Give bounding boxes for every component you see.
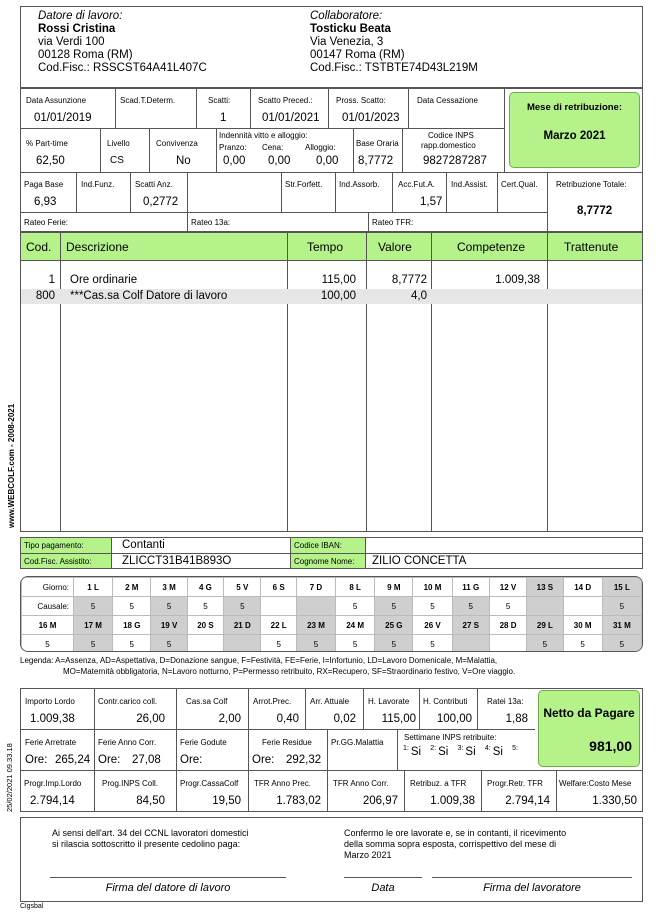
items-header-trattenute: Trattenute xyxy=(564,240,619,254)
scatto-prec-value: 01/01/2021 xyxy=(262,112,320,124)
scatti-label: Scatti: xyxy=(208,96,231,105)
calendar-causale xyxy=(296,597,335,616)
rateo-13a-label: Rateo 13a: xyxy=(191,218,231,227)
signature-left-line-1: Ai sensi dell'art. 34 del CCNL lavoratori domestici xyxy=(52,828,249,838)
calendar-causale xyxy=(563,597,602,616)
calendar-day: 30 M xyxy=(563,616,602,635)
acc-fut-value: 1,57 xyxy=(420,196,443,208)
settimana-num: 4: xyxy=(484,745,491,752)
firma-datore-label: Firma del datore di lavoro xyxy=(105,882,231,894)
signature-right-line-3: Marzo 2021 xyxy=(344,850,392,860)
arr-attuale-label: Arr. Attuale xyxy=(310,697,350,706)
signature-right-line-1: Confermo le ore lavorate e, se in contanti, il ricevimento xyxy=(344,828,567,838)
calendar-day: 10 M xyxy=(413,578,452,597)
items-header-desc: Descrizione xyxy=(66,240,129,254)
signature-right-line-2: della somma sopra esposta, corrispettivo del mese di xyxy=(344,839,557,849)
calendar-day: 24 M xyxy=(336,616,375,635)
calendar-causale: 5 xyxy=(113,635,151,653)
causale-label: Causale: xyxy=(22,597,74,616)
calendar-causale: 5 xyxy=(375,597,413,616)
calendar-day: 29 L xyxy=(527,616,563,635)
livello-label: Livello xyxy=(107,139,130,148)
scatto-prec-label: Scatto Preced.: xyxy=(258,96,313,105)
signature-right-text xyxy=(344,828,566,861)
calendar-day: 31 M xyxy=(602,616,641,635)
settimana-value: Si xyxy=(465,745,476,758)
cassa-colf-value: 2,00 xyxy=(218,713,241,725)
calendar-day: 1 L xyxy=(74,578,113,597)
calendar-causale: 5 xyxy=(74,635,113,653)
calendar-causale: 5 xyxy=(74,597,113,616)
settimana-num: 1: xyxy=(403,745,409,752)
ind-funz-label: Ind.Funz. xyxy=(81,180,115,189)
base-oraria-value: 8,7772 xyxy=(358,155,394,167)
calendar-day: 19 V xyxy=(151,616,187,635)
calendar-day: 22 L xyxy=(261,616,296,635)
base-oraria-label: Base Oraria xyxy=(356,139,399,148)
firma-datore-line xyxy=(50,877,286,878)
calendar-causale xyxy=(261,597,296,616)
calendar-causale xyxy=(224,635,261,653)
worker-codfisc: Cod.Fisc.: TSTBTE74D43L219M xyxy=(310,62,478,74)
settimana-num: 3: xyxy=(457,745,464,752)
employer-name: Rossi Cristina xyxy=(38,23,116,35)
h-lavorate-value: 115,00 xyxy=(381,713,416,725)
giorno-label: Giorno: xyxy=(22,578,74,597)
retribuzione-totale-label: Retribuzione Totale: xyxy=(556,180,627,189)
settimana-value: Si xyxy=(438,745,449,758)
calendar-day: 23 M xyxy=(296,616,335,635)
pr-gg-malattia-label: Pr.GG.Malattia xyxy=(331,738,384,747)
worker-name: Tosticku Beata xyxy=(310,23,391,35)
ferie-godute-ore: Ore: xyxy=(180,754,203,766)
scatti-value: 1 xyxy=(220,112,227,124)
calendar-causale: 5 xyxy=(113,597,151,616)
retribuz-tfr-value: 1.009,38 xyxy=(430,795,475,807)
settimana-value: Si xyxy=(492,745,503,758)
webcolf-side-text: www.WEBCOLF.com - 2008-2021 xyxy=(7,403,16,528)
calendar-day: 17 M xyxy=(74,616,113,635)
calendar-days-row-2 xyxy=(22,616,642,635)
settimane-inps-values xyxy=(400,745,520,758)
retribuzione-totale-value: 8,7772 xyxy=(577,205,613,217)
pranzo-value: 0,00 xyxy=(223,155,246,167)
calendar-causale: 5 xyxy=(563,635,602,653)
progr-imp-lordo-value: 2.794,14 xyxy=(30,795,75,807)
calendar-day: 3 M xyxy=(151,578,187,597)
calendar-causale: 5 xyxy=(224,597,261,616)
calendar-day: 18 G xyxy=(113,616,151,635)
ferie-godute-label: Ferie Godute xyxy=(180,738,227,747)
iban-label: Codice IBAN: xyxy=(294,541,343,550)
h-contributi-value: 100,00 xyxy=(436,713,472,725)
items-header-cod: Cod. xyxy=(26,240,52,254)
items-header-valore: Valore xyxy=(378,240,412,254)
welfare-costo-value: 1.330,50 xyxy=(592,795,637,807)
progr-retr-tfr-value: 2.794,14 xyxy=(505,795,550,807)
parttime-label: % Part-time xyxy=(26,139,68,148)
calendar-causale: 5 xyxy=(151,635,187,653)
calendar-causale: 5 xyxy=(527,635,563,653)
progr-cassacolf-label: Progr.CassaColf xyxy=(180,779,239,788)
cf-assistito-label: Cod.Fisc. Assistito: xyxy=(24,557,92,566)
scatti-anz-value: 0,2772 xyxy=(143,196,179,208)
calendar-causale: 5 xyxy=(261,635,296,653)
ratei-13a-label: Ratei 13a: xyxy=(487,697,524,706)
data-cessazione-label: Data Cessazione xyxy=(417,96,478,105)
calendar-causale: 5 xyxy=(187,597,223,616)
progr-cassacolf-value: 19,50 xyxy=(212,795,241,807)
netto-da-pagare-value: 981,00 xyxy=(589,738,632,754)
calendar-causale xyxy=(187,635,223,653)
arr-attuale-value: 0,02 xyxy=(333,713,356,725)
calendar-causale: 5 xyxy=(413,635,452,653)
ferie-residue-ore: Ore: xyxy=(252,754,275,766)
cf-assistito-value: ZLICCT31B41B893O xyxy=(122,555,232,567)
convivenza-label: Convivenza xyxy=(156,139,198,148)
ferie-residue-label: Ferie Residue xyxy=(262,738,312,747)
parttime-value: 62,50 xyxy=(36,155,65,167)
arrot-prec-label: Arrot.Prec. xyxy=(253,697,292,706)
codice-inps-label1: Codice INPS xyxy=(428,131,474,140)
cena-value: 0,00 xyxy=(268,155,291,167)
calendar-day: 8 L xyxy=(336,578,375,597)
prog-inps-coll-value: 84,50 xyxy=(136,795,165,807)
netto-da-pagare-box xyxy=(538,690,640,767)
progr-retr-tfr-label: Progr.Retr. TFR xyxy=(487,779,543,788)
calendar-causale: 5 xyxy=(602,635,641,653)
rateo-tfr-label: Rateo TFR: xyxy=(372,218,414,227)
data-line xyxy=(344,877,422,878)
alloggio-label: Alloggio: xyxy=(305,143,336,152)
row-valore: 8,7772 xyxy=(391,274,427,286)
calendar-day: 13 S xyxy=(527,578,563,597)
calendar-causale: 5 xyxy=(489,597,526,616)
row-cod: 800 xyxy=(35,290,55,302)
legenda-line-1: Legenda: A=Assenza, AD=Aspettativa, D=Donazione sangue, F=Festività, FE=Ferie, I=Infortunio, LD=Lavoro Domenicale, M=Malattia, xyxy=(20,656,498,665)
alloggio-value: 0,00 xyxy=(316,155,339,167)
ratei-13a-value: 1,88 xyxy=(505,713,528,725)
calendar-causale xyxy=(489,635,526,653)
calendar-day: 16 M xyxy=(22,616,74,635)
signature-left-text xyxy=(52,828,248,850)
calendar-day: 21 D xyxy=(224,616,261,635)
calendar-causale: 5 xyxy=(452,597,489,616)
codice-inps-value: 9827287287 xyxy=(423,155,487,167)
retribuz-tfr-label: Retribuz. a TFR xyxy=(410,779,467,788)
employer-codfisc: Cod.Fisc.: RSSCST64A41L407C xyxy=(38,62,207,74)
arrot-prec-value: 0,40 xyxy=(276,713,299,725)
importo-lordo-value: 1.009,38 xyxy=(30,713,75,725)
pross-scatto-label: Pross. Scatto: xyxy=(336,96,386,105)
calendar-day: 9 M xyxy=(375,578,413,597)
tfr-anno-corr-value: 206,97 xyxy=(362,795,398,807)
ferie-anno-corr-ore: Ore: xyxy=(98,754,121,766)
calendar-day: 12 V xyxy=(489,578,526,597)
cognome-nome-label: Cognome Nome: xyxy=(294,557,355,566)
row-valore: 4,0 xyxy=(411,290,427,302)
codice-inps-label2: rapp.domestico xyxy=(421,141,476,150)
signature-left-line-2: si rilascia sottoscritto il presente cedolino paga: xyxy=(52,839,241,849)
convivenza-value: No xyxy=(176,155,191,167)
worker-label: Collaboratore: xyxy=(310,10,383,22)
paga-base-label: Paga Base xyxy=(24,180,64,189)
h-lavorate-label: H. Lavorate xyxy=(368,697,410,706)
scad-label: Scad.T.Determ. xyxy=(120,96,176,105)
calendar-causale: 5 xyxy=(413,597,452,616)
calendar-day: 5 V xyxy=(224,578,261,597)
paga-base-value: 6,93 xyxy=(34,196,57,208)
cognome-nome-value: ZILIO CONCETTA xyxy=(372,555,467,567)
row-tempo: 115,00 xyxy=(321,274,356,286)
items-header-tempo: Tempo xyxy=(307,240,344,254)
data-assunzione-label: Data Assunzione xyxy=(26,96,87,105)
worker-address2: 00147 Roma (RM) xyxy=(310,49,405,61)
bottom-note: Cigsbal xyxy=(20,903,44,910)
row-competenze: 1.009,38 xyxy=(495,274,540,286)
tipo-pagamento-label: Tipo pagamento: xyxy=(24,541,84,550)
calendar-causale: 5 xyxy=(336,597,375,616)
calendar-causale xyxy=(527,597,563,616)
ind-assorb-label: Ind.Assorb. xyxy=(339,180,380,189)
calendar-day: 4 G xyxy=(187,578,223,597)
tipo-pagamento-value: Contanti xyxy=(122,539,165,551)
calendar-day: 26 V xyxy=(413,616,452,635)
indennita-label: Indennità vitto e alloggio: xyxy=(219,131,308,140)
employer-address1: via Verdi 100 xyxy=(38,36,105,48)
contr-carico-label: Contr.carico coll. xyxy=(98,697,158,706)
calendar-causale-row-1 xyxy=(22,597,642,616)
mese-retribuzione-label: Mese di retribuzione: xyxy=(526,102,622,113)
mese-retribuzione-value: Marzo 2021 xyxy=(543,130,606,142)
calendar-causale: 5 xyxy=(296,635,335,653)
settimane-inps-label: Settimane INPS retribuite: xyxy=(404,733,497,742)
data-label: Data xyxy=(371,882,395,894)
calendar-causale: 5 xyxy=(375,635,413,653)
calendar-day: 6 S xyxy=(261,578,296,597)
employer-address2: 00128 Roma (RM) xyxy=(38,49,133,61)
employer-label: Datore di lavoro: xyxy=(38,10,123,22)
cert-qual-label: Cert.Qual. xyxy=(501,180,538,189)
calendar-day: 14 D xyxy=(563,578,602,597)
calendar-day: 28 D xyxy=(489,616,526,635)
firma-lavoratore-label: Firma del lavoratore xyxy=(483,882,581,894)
ferie-residue-value: 292,32 xyxy=(286,754,322,766)
calendar-day: 11 G xyxy=(452,578,489,597)
calendar-causale: 5 xyxy=(336,635,375,653)
calendar-days-row-1 xyxy=(22,578,642,597)
scatti-anz-label: Scatti Anz. xyxy=(135,180,173,189)
row-desc: Ore ordinarie xyxy=(70,274,138,286)
calendar-day: 25 G xyxy=(375,616,413,635)
ferie-arretrate-label: Ferie Arretrate xyxy=(25,738,77,747)
calendar-day: 20 S xyxy=(187,616,223,635)
calendar-causale xyxy=(452,635,489,653)
ferie-anno-corr-value: 27,08 xyxy=(132,754,161,766)
contr-carico-value: 26,00 xyxy=(136,713,165,725)
tfr-anno-prec-label: TFR Anno Prec. xyxy=(254,779,311,788)
h-contributi-label: H. Contributi xyxy=(423,697,468,706)
worker-address1: Via Venezia, 3 xyxy=(310,36,384,48)
calendar-causale: 5 xyxy=(602,597,641,616)
cena-label: Cena: xyxy=(262,143,284,152)
cassa-colf-label: Cas.sa Colf xyxy=(186,697,228,706)
employer-block xyxy=(38,10,207,75)
rateo-ferie-label: Rateo Ferie: xyxy=(24,218,69,227)
worker-block xyxy=(310,10,478,75)
settimana-value: Si xyxy=(410,745,422,758)
data-assunzione-value: 01/01/2019 xyxy=(34,112,92,124)
items-header-competenze: Competenze xyxy=(457,240,526,254)
ferie-anno-corr-label: Ferie Anno Corr. xyxy=(98,738,157,747)
row-cod: 1 xyxy=(48,274,55,286)
pranzo-label: Pranzo: xyxy=(219,143,247,152)
row-desc: ***Cas.sa Colf Datore di lavoro xyxy=(70,290,228,302)
legenda-line-2: MO=Maternità obbligatoria, N=Lavoro notturno, P=Permesso retribuito, RX=Recupero, SF=Straordinario festivo, V=Ore viaggio. xyxy=(63,667,516,676)
calendar-day: 2 M xyxy=(113,578,151,597)
legenda xyxy=(20,655,515,677)
ferie-arretrate-ore: Ore: xyxy=(25,754,48,766)
firma-lavoratore-line xyxy=(432,877,632,878)
welfare-costo-label: Welfare:Costo Mese xyxy=(559,779,632,788)
pross-scatto-value: 01/01/2023 xyxy=(342,112,400,124)
calendar-causale: 5 xyxy=(151,597,187,616)
settimana-num: 5: xyxy=(512,745,518,752)
importo-lordo-label: Importo Lordo xyxy=(25,697,75,706)
tfr-anno-prec-value: 1.783,02 xyxy=(276,795,321,807)
str-forfett-label: Str.Forfett. xyxy=(285,180,323,189)
calendar-causale: 5 xyxy=(22,635,74,653)
attendance-calendar xyxy=(20,576,643,652)
prog-inps-coll-label: Prog.INPS Coll. xyxy=(102,779,159,788)
row-tempo: 100,00 xyxy=(320,290,356,302)
ferie-arretrate-value: 265,24 xyxy=(55,754,91,766)
ind-assist-label: Ind.Assist. xyxy=(451,180,488,189)
calendar-day: 7 D xyxy=(296,578,335,597)
print-timestamp: 25/02/2021 09.33.18 xyxy=(5,743,14,812)
settimana-num: 2: xyxy=(430,745,437,752)
tfr-anno-corr-label: TFR Anno Corr. xyxy=(333,779,389,788)
calendar-day: 27 S xyxy=(452,616,489,635)
livello-value: CS xyxy=(110,155,124,166)
netto-da-pagare-label: Netto da Pagare xyxy=(543,706,635,720)
progr-imp-lordo-label: Progr.Imp.Lordo xyxy=(24,779,82,788)
calendar-day: 15 L xyxy=(602,578,641,597)
calendar-causale-row-2 xyxy=(22,635,642,653)
acc-fut-label: Acc.Fut.A. xyxy=(398,180,435,189)
